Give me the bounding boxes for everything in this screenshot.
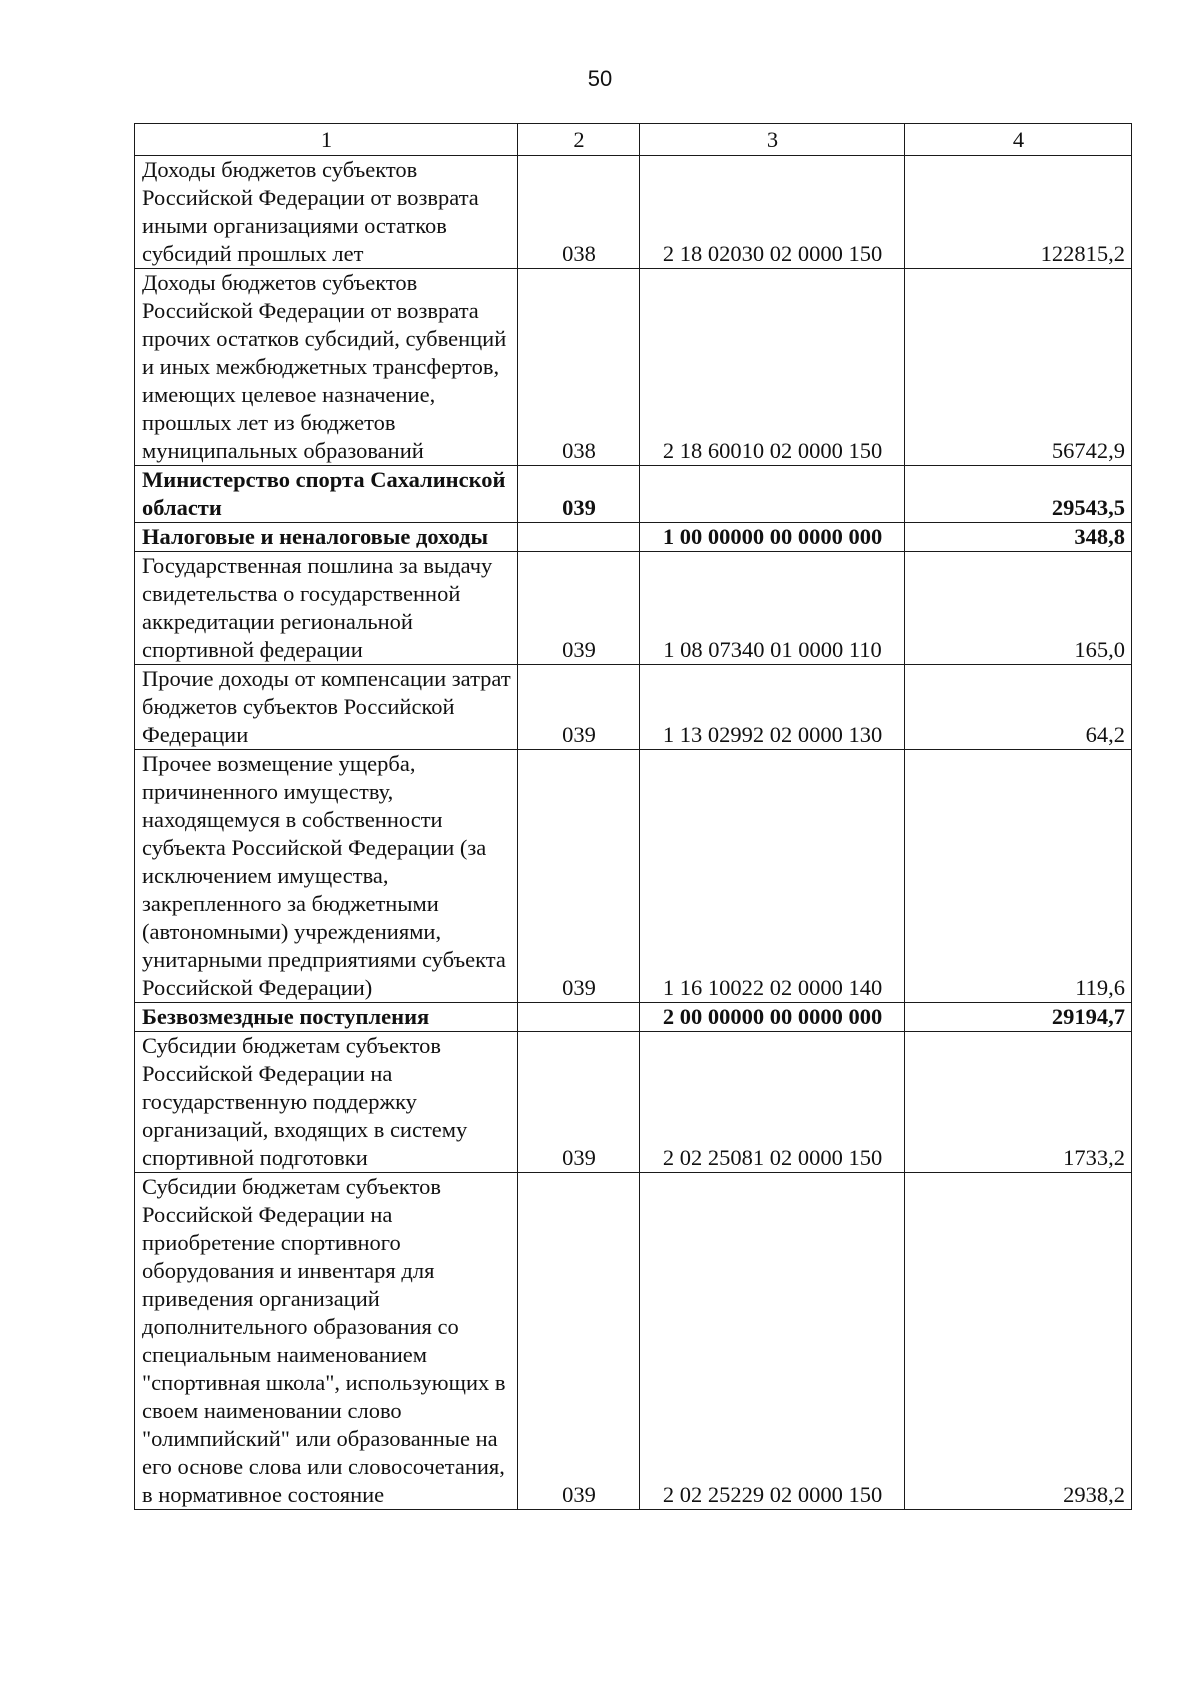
table-row [135,1003,1132,1032]
table-header-row [135,124,1132,156]
admin-code-cell: 039 [518,1173,640,1510]
revenue-name-cell: Субсидии бюджетам субъектов Российской Федерации на государственную поддержку организаций, входящих в систему спортивной подготовки [135,1032,518,1173]
revenue-name-cell: Безвозмездные поступления [135,1003,518,1032]
budget-classification-code-cell: 1 08 07340 01 0000 110 [640,552,905,665]
amount-cell: 122815,2 [905,156,1132,269]
admin-code-cell [518,523,640,552]
budget-classification-code-cell: 2 18 02030 02 0000 150 [640,156,905,269]
budget-classification-code-cell: 1 13 02992 02 0000 130 [640,665,905,750]
revenue-name-cell: Министерство спорта Сахалинской области [135,466,518,523]
admin-code-cell: 039 [518,1032,640,1173]
amount-cell: 119,6 [905,750,1132,1003]
revenue-table [134,123,1132,1510]
revenue-name-cell: Прочие доходы от компенсации затрат бюджетов субъектов Российской Федерации [135,665,518,750]
table-row [135,269,1132,466]
table-row [135,552,1132,665]
admin-code-cell: 039 [518,665,640,750]
revenue-name-cell: Доходы бюджетов субъектов Российской Федерации от возврата прочих остатков субсидий, субвенций и иных межбюджетных трансфертов, имеющих целевое назначение, прошлых лет из бюджетов муниципальных образований [135,269,518,466]
revenue-name-cell: Доходы бюджетов субъектов Российской Федерации от возврата иными организациями остатков субсидий прошлых лет [135,156,518,269]
budget-classification-code-cell [640,466,905,523]
budget-classification-code-cell: 2 18 60010 02 0000 150 [640,269,905,466]
table-row [135,523,1132,552]
amount-cell: 2938,2 [905,1173,1132,1510]
admin-code-cell [518,1003,640,1032]
table-row [135,156,1132,269]
table-row [135,750,1132,1003]
column-header-2: 2 [518,124,640,156]
table-row [135,665,1132,750]
table-row [135,1173,1132,1510]
admin-code-cell: 039 [518,466,640,523]
table-row [135,1032,1132,1173]
column-header-3: 3 [640,124,905,156]
admin-code-cell: 038 [518,269,640,466]
budget-classification-code-cell: 2 00 00000 00 0000 000 [640,1003,905,1032]
budget-classification-code-cell: 2 02 25229 02 0000 150 [640,1173,905,1510]
budget-classification-code-cell: 1 00 00000 00 0000 000 [640,523,905,552]
admin-code-cell: 038 [518,156,640,269]
table-row [135,466,1132,523]
revenue-name-cell: Государственная пошлина за выдачу свидетельства о государственной аккредитации региональной спортивной федерации [135,552,518,665]
amount-cell: 64,2 [905,665,1132,750]
budget-classification-code-cell: 1 16 10022 02 0000 140 [640,750,905,1003]
revenue-name-cell: Налоговые и неналоговые доходы [135,523,518,552]
amount-cell: 29194,7 [905,1003,1132,1032]
amount-cell: 29543,5 [905,466,1132,523]
revenue-name-cell: Прочее возмещение ущерба, причиненного имуществу, находящемуся в собственности субъекта Российской Федерации (за исключением имущества, закрепленного за бюджетными (автономными) учреждениями, унитарными предприятиями субъекта Российской Федерации) [135,750,518,1003]
column-header-1: 1 [135,124,518,156]
admin-code-cell: 039 [518,552,640,665]
amount-cell: 1733,2 [905,1032,1132,1173]
amount-cell: 56742,9 [905,269,1132,466]
revenue-name-cell: Субсидии бюджетам субъектов Российской Федерации на приобретение спортивного оборудования и инвентаря для приведения организаций дополнительного образования со специальным наименованием "спортивная школа", использующих в своем наименовании слово "олимпийский" или образованные на его основе слова или словосочетания, в нормативное состояние [135,1173,518,1510]
amount-cell: 348,8 [905,523,1132,552]
amount-cell: 165,0 [905,552,1132,665]
page-number: 50 [587,66,613,91]
admin-code-cell: 039 [518,750,640,1003]
column-header-4: 4 [905,124,1132,156]
budget-classification-code-cell: 2 02 25081 02 0000 150 [640,1032,905,1173]
